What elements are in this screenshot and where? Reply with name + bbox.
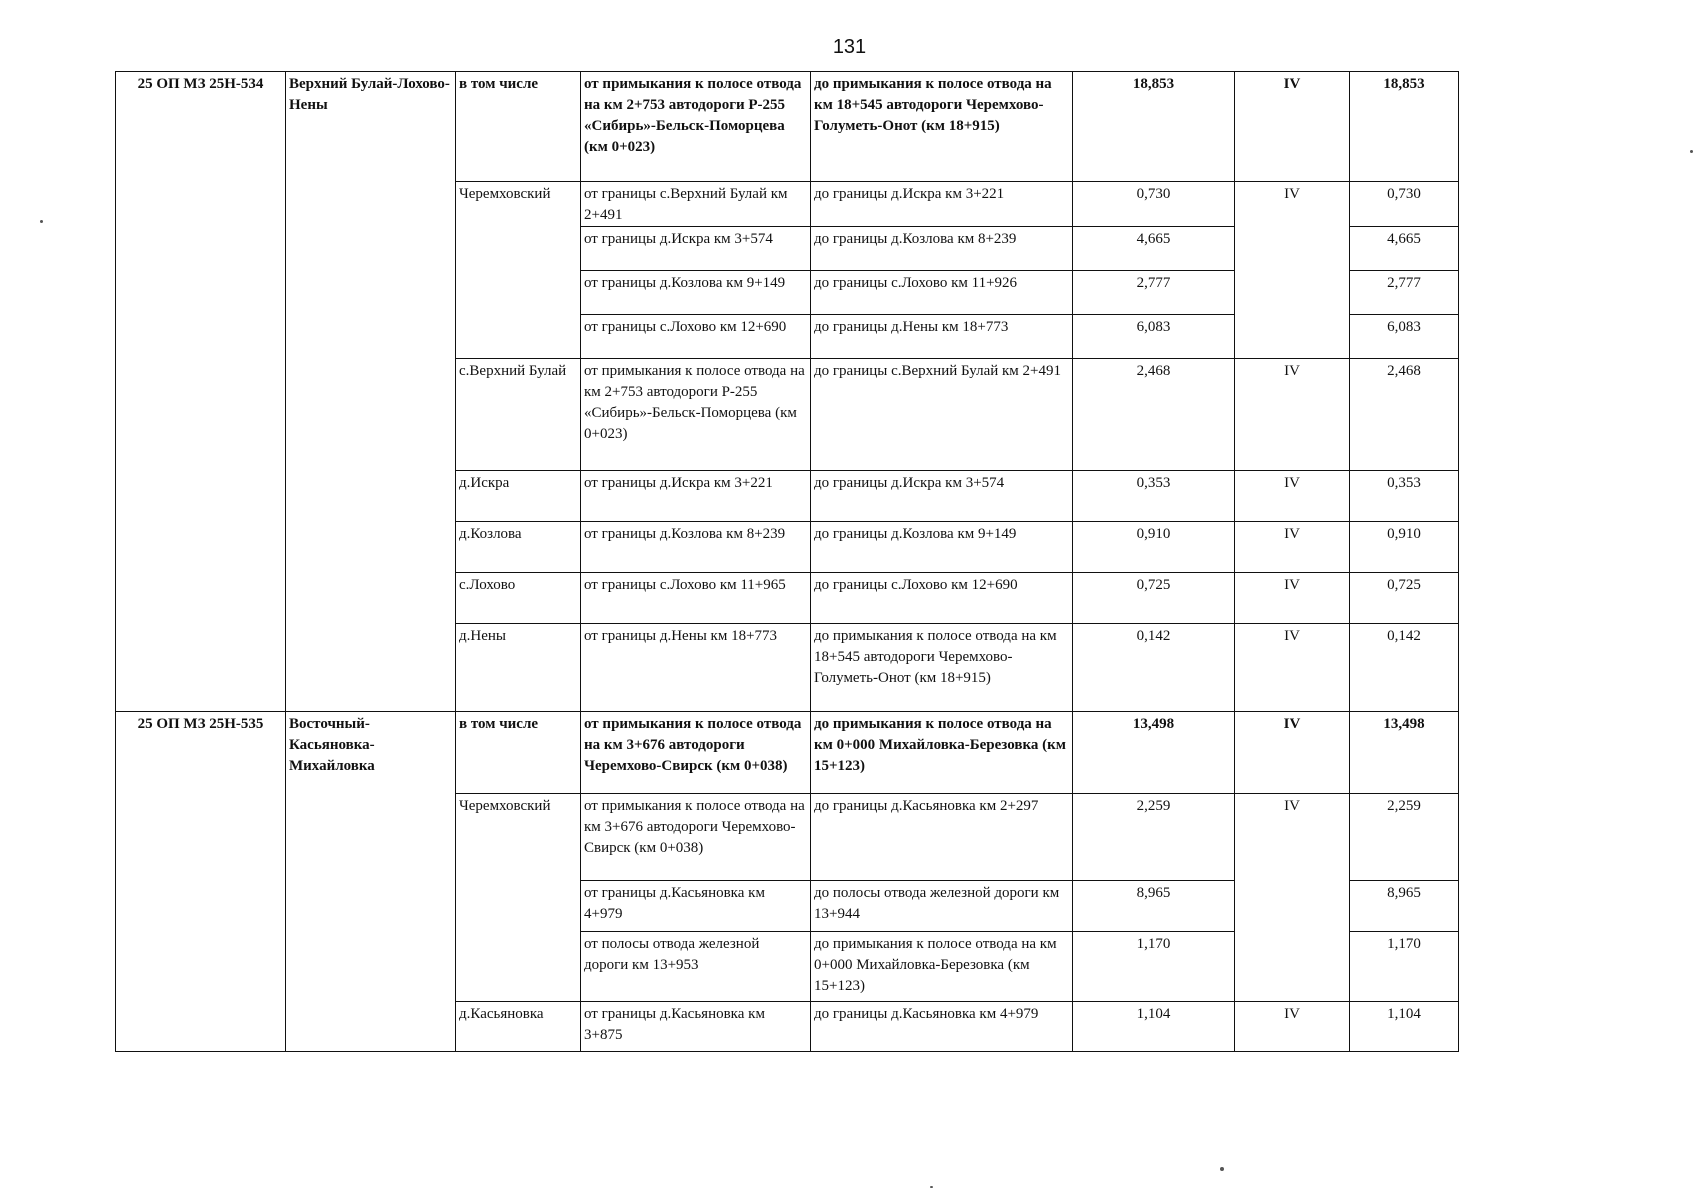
segment-from: от примыкания к полосе отвода на км 3+676 автодороги Черемхово-Свирск (км 0+038) [581,794,811,881]
segment-length: 0,142 [1073,624,1235,712]
segment-from: от границы д.Искра км 3+221 [581,471,811,522]
road-part: в том числе [456,72,581,182]
segment-to: до границы д.Козлова км 8+239 [811,227,1073,271]
segment-from: от границы с.Лохово км 12+690 [581,315,811,359]
segment-length: 2,259 [1073,794,1235,881]
segment-total: 0,725 [1350,573,1459,624]
road-code: 25 ОП МЗ 25Н-535 [116,712,286,1052]
segment-length: 2,777 [1073,271,1235,315]
road-part: д.Козлова [456,522,581,573]
segment-to: до полосы отвода железной дороги км 13+944 [811,881,1073,932]
road-category: IV [1235,794,1350,1002]
segment-to: до границы д.Нены км 18+773 [811,315,1073,359]
segment-from: от примыкания к полосе отвода на км 2+753 автодороги Р-255 «Сибирь»-Бельск-Поморцева (км 0+023) [581,359,811,471]
segment-total: 0,910 [1350,522,1459,573]
road-category: IV [1235,624,1350,712]
segment-length: 18,853 [1073,72,1235,182]
road-part: д.Касьяновка [456,1002,581,1052]
segment-from: от границы д.Козлова км 8+239 [581,522,811,573]
segment-total: 13,498 [1350,712,1459,794]
segment-total: 0,353 [1350,471,1459,522]
segment-total: 2,259 [1350,794,1459,881]
segment-to: до границы с.Лохово км 12+690 [811,573,1073,624]
segment-length: 13,498 [1073,712,1235,794]
segment-total: 4,665 [1350,227,1459,271]
scan-speck [1220,1167,1224,1171]
roads-table [115,71,1459,1052]
segment-from: от примыкания к полосе отвода на км 3+676 автодороги Черемхово-Свирск (км 0+038) [581,712,811,794]
segment-from: от границы д.Касьяновка км 3+875 [581,1002,811,1052]
road-category: IV [1235,573,1350,624]
road-name: Верхний Булай-Лохово-Нены [286,72,456,712]
segment-to: до границы д.Искра км 3+574 [811,471,1073,522]
segment-from: от границы д.Нены км 18+773 [581,624,811,712]
segment-length: 0,730 [1073,182,1235,227]
segment-to: до примыкания к полосе отвода на км 18+545 автодороги Черемхово-Голуметь-Онот (км 18+915) [811,624,1073,712]
segment-to: до границы д.Козлова км 9+149 [811,522,1073,573]
segment-total: 1,104 [1350,1002,1459,1052]
segment-total: 0,142 [1350,624,1459,712]
segment-length: 1,170 [1073,932,1235,1002]
segment-from: от границы с.Верхний Булай км 2+491 [581,182,811,227]
segment-total: 1,170 [1350,932,1459,1002]
segment-length: 6,083 [1073,315,1235,359]
road-part: с.Лохово [456,573,581,624]
scan-speck [1690,150,1693,153]
segment-from: от границы д.Искра км 3+574 [581,227,811,271]
segment-total: 2,777 [1350,271,1459,315]
segment-total: 18,853 [1350,72,1459,182]
road-part: д.Нены [456,624,581,712]
table-row [116,72,1459,182]
segment-from: от полосы отвода железной дороги км 13+953 [581,932,811,1002]
road-category: IV [1235,712,1350,794]
segment-length: 4,665 [1073,227,1235,271]
segment-length: 1,104 [1073,1002,1235,1052]
table-row [116,712,1459,794]
road-part: Черемховский [456,794,581,1002]
road-category: IV [1235,359,1350,471]
segment-to: до границы д.Касьяновка км 4+979 [811,1002,1073,1052]
page-number: 131 [832,36,867,58]
segment-to: до примыкания к полосе отвода на км 0+000 Михайловка-Березовка (км 15+123) [811,712,1073,794]
road-category: IV [1235,1002,1350,1052]
segment-to: до границы д.Искра км 3+221 [811,182,1073,227]
segment-total: 2,468 [1350,359,1459,471]
scan-speck [930,1186,933,1188]
segment-from: от границы д.Касьяновка км 4+979 [581,881,811,932]
segment-total: 0,730 [1350,182,1459,227]
segment-length: 0,910 [1073,522,1235,573]
segment-length: 8,965 [1073,881,1235,932]
segment-from: от границы д.Козлова км 9+149 [581,271,811,315]
segment-to: до границы с.Лохово км 11+926 [811,271,1073,315]
road-code: 25 ОП МЗ 25Н-534 [116,72,286,712]
segment-total: 8,965 [1350,881,1459,932]
segment-length: 2,468 [1073,359,1235,471]
road-category: IV [1235,182,1350,359]
segment-to: до примыкания к полосе отвода на км 18+545 автодороги Черемхово-Голуметь-Онот (км 18+915) [811,72,1073,182]
road-part: в том числе [456,712,581,794]
segment-length: 0,353 [1073,471,1235,522]
segment-to: до примыкания к полосе отвода на км 0+000 Михайловка-Березовка (км 15+123) [811,932,1073,1002]
road-part: с.Верхний Булай [456,359,581,471]
segment-from: от примыкания к полосе отвода на км 2+753 автодороги Р-255 «Сибирь»-Бельск-Поморцева (км 0+023) [581,72,811,182]
road-name: Восточный-Касьяновка-Михайловка [286,712,456,1052]
road-category: IV [1235,72,1350,182]
road-category: IV [1235,522,1350,573]
road-part: Черемховский [456,182,581,359]
segment-total: 6,083 [1350,315,1459,359]
road-category: IV [1235,471,1350,522]
segment-length: 0,725 [1073,573,1235,624]
segment-to: до границы с.Верхний Булай км 2+491 [811,359,1073,471]
road-part: д.Искра [456,471,581,522]
segment-from: от границы с.Лохово км 11+965 [581,573,811,624]
segment-to: до границы д.Касьяновка км 2+297 [811,794,1073,881]
scan-speck [40,220,43,223]
